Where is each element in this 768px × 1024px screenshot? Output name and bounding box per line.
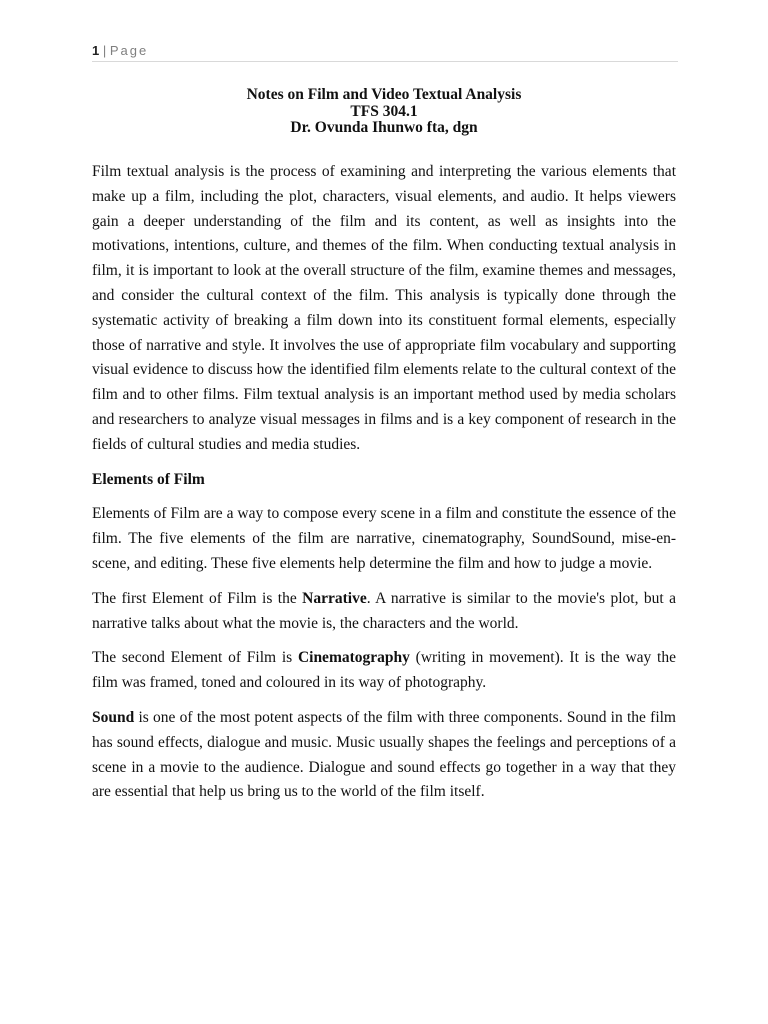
page-separator: | xyxy=(102,43,107,58)
narrative-paragraph xyxy=(92,587,676,637)
document-title-block xyxy=(92,87,676,137)
cinematography-lead-text: The second Element of Film is xyxy=(92,649,298,667)
cinematography-term: Cinematography xyxy=(297,649,410,667)
narrative-term: Narrative xyxy=(302,589,367,607)
cinematography-body-text: (writing in movement). It is the way the film was framed, toned and coloured in its way of photography. xyxy=(92,649,676,692)
sound-term: Sound xyxy=(92,708,135,726)
document-title: Notes on Film and Video Textual Analysis xyxy=(246,86,522,103)
narrative-lead-text: The first Element of Film is the xyxy=(92,589,303,607)
page-number: 1 xyxy=(92,43,100,58)
cinematography-paragraph xyxy=(92,646,676,696)
intro-paragraph: Film textual analysis is the process of examining and interpreting the various elements that make up a film, including the plot, characters, visual elements, and audio. It helps viewers gain a deeper understanding of the film and its content, as well as insights into the motivations, intentions, culture, and themes of the film. When conducting textual analysis in film, it is important to look at the overall structure of the film, examine themes and messages, and consider the cultural context of the film. This analysis is typically done through the systematic activity of breaking a film down into its constituent formal elements, especially those of narrative and style. It involves the use of appropriate film vocabulary and supporting visual evidence to discuss how the identified film elements relate to the cultural context of the film and to other films. Film textual analysis is an important method used by media scholars and researchers to analyze visual messages in films and is a key component of research in the fields of cultural studies and media studies. xyxy=(92,163,676,453)
section-heading-elements: Elements of Film xyxy=(92,470,205,488)
author-line: Dr. Ovunda Ihunwo fta, dgn xyxy=(290,119,478,136)
sound-body-text: is one of the most potent aspects of the film with three components. Sound in the film has sound effects, dialogue and music. Music usually shapes the feelings and perceptions of a scene in a movie to the audience. Dialogue and sound effects go together in a way that they are essential that help us bring us to the world of the film itself. xyxy=(92,708,676,801)
course-code: TFS 304.1 xyxy=(350,102,418,120)
page-label: Page xyxy=(109,43,149,58)
page-header xyxy=(92,43,678,62)
sound-paragraph xyxy=(92,706,676,805)
elements-paragraph: Elements of Film are a way to compose every scene in a film and constitute the essence of the film. The five elements of the film are narrative, cinematography, SoundSound, mise-en-scene, and editing. These five elements help determine the film and how to judge a movie. xyxy=(92,505,676,572)
document-body xyxy=(92,160,676,815)
narrative-body-text: . A narrative is similar to the movie's plot, but a narrative talks about what the movie is, the characters and the world. xyxy=(92,589,676,632)
